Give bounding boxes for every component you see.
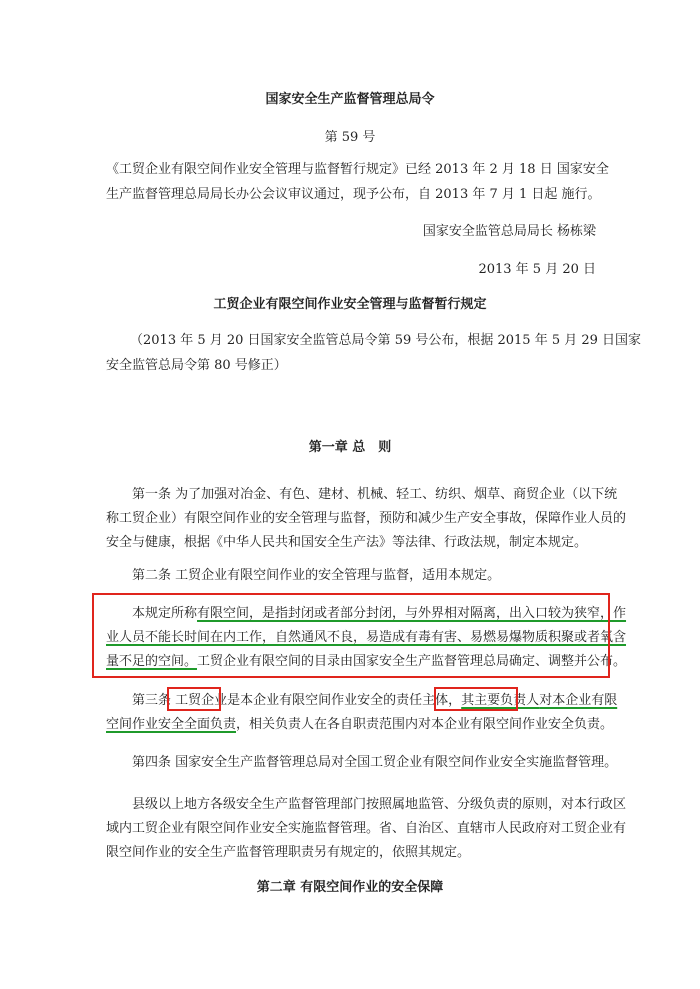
article-1-line-1: 第一条 为了加强对冶金、有色、建材、机械、轻工、纺织、烟草、商贸企业（以下统 [132,487,618,502]
intro-line-1: 《工贸企业有限空间作业安全管理与监督暂行规定》已经 2013 年 2 月 18 日 国家安全 [106,162,609,177]
article-3-text-c: ，相关负责人在各自职责范围内对本企业有限空间作业安全负责。 [236,717,614,732]
definition-prefix: 本规定所称 [132,606,198,621]
article-3-principal: 其主要负责人 [461,693,540,708]
article-3-line-2 [106,717,613,733]
signature: 国家安全监管总局局长 杨栋梁 [422,224,596,239]
note-line-2: 安全监管总局令第 80 号修正） [106,358,287,373]
article-2-line-1: 第二条 工贸企业有限空间作业的安全管理与监督，适用本规定。 [132,568,501,583]
article-3-text-b: 对本企业有限 [539,693,618,708]
intro-line-2: 生产监督管理总局局长办公会议审议通过，现予公布，自 2013 年 7 月 1 日起 施行。 [106,187,601,202]
chapter-2-title: 第二章 有限空间作业的安全保障 [256,880,444,895]
definition-underlined-1: 有限空间，是指封闭或者部分封闭，与外界相对隔离，出入口较为狭窄，作 [197,606,627,621]
definition-underlined-3: 量不足的空间。 [106,654,198,669]
date: 2013 年 5 月 20 日 [478,262,596,277]
chapter-1-title: 第一章 总 则 [308,440,392,455]
note-line-1: （2013 年 5 月 20 日国家安全监管总局令第 59 号公布，根据 2015 年 5 月 29 日国家 [130,333,642,348]
article-1-line-2: 称工贸企业）有限空间作业的安全管理与监督，预防和减少生产安全事故，保障作业人员的 [106,511,627,526]
local-line-1: 县级以上地方各级安全生产监督管理部门按照属地监管、分级负责的原则，对本行政区 [132,797,627,812]
article-3-line-1 [132,693,617,709]
article-3-label: 第三条 [132,693,176,708]
definition-line-2 [106,630,626,646]
article-3-underlined: 空间作业安全全面负责 [106,717,237,732]
definition-line-3 [106,654,626,670]
article-3-subject: 工贸企业 [175,693,228,708]
local-line-3: 限空间作业的安全生产监督管理职责另有规定的，依照其规定。 [106,845,471,860]
regulation-title: 工贸企业有限空间作业安全管理与监督暂行规定 [213,297,487,312]
article-1-line-3: 安全与健康，根据《中华人民共和国安全生产法》等法律、行政法规，制定本规定。 [106,535,588,550]
article-4-line-1: 第四条 国家安全生产监督管理总局对全国工贸企业有限空间作业安全实施监督管理。 [132,755,618,770]
order-title: 国家安全生产监督管理总局令 [265,92,435,107]
article-3-text-a: 是本企业有限空间作业安全的责任主体， [227,693,462,708]
local-line-2: 域内工贸企业有限空间作业安全实施监督管理。省、自治区、直辖市人民政府对工贸企业有 [106,821,627,836]
definition-suffix: 工贸企业有限空间的目录由国家安全生产监督管理总局确定、调整并公布。 [197,654,627,669]
definition-line-1 [132,606,626,622]
definition-underlined-2: 业人员不能长时间在内工作，自然通风不良，易造成有毒有害、易燃易爆物质积聚或者氧含 [106,630,627,645]
order-number: 第 59 号 [324,130,376,145]
